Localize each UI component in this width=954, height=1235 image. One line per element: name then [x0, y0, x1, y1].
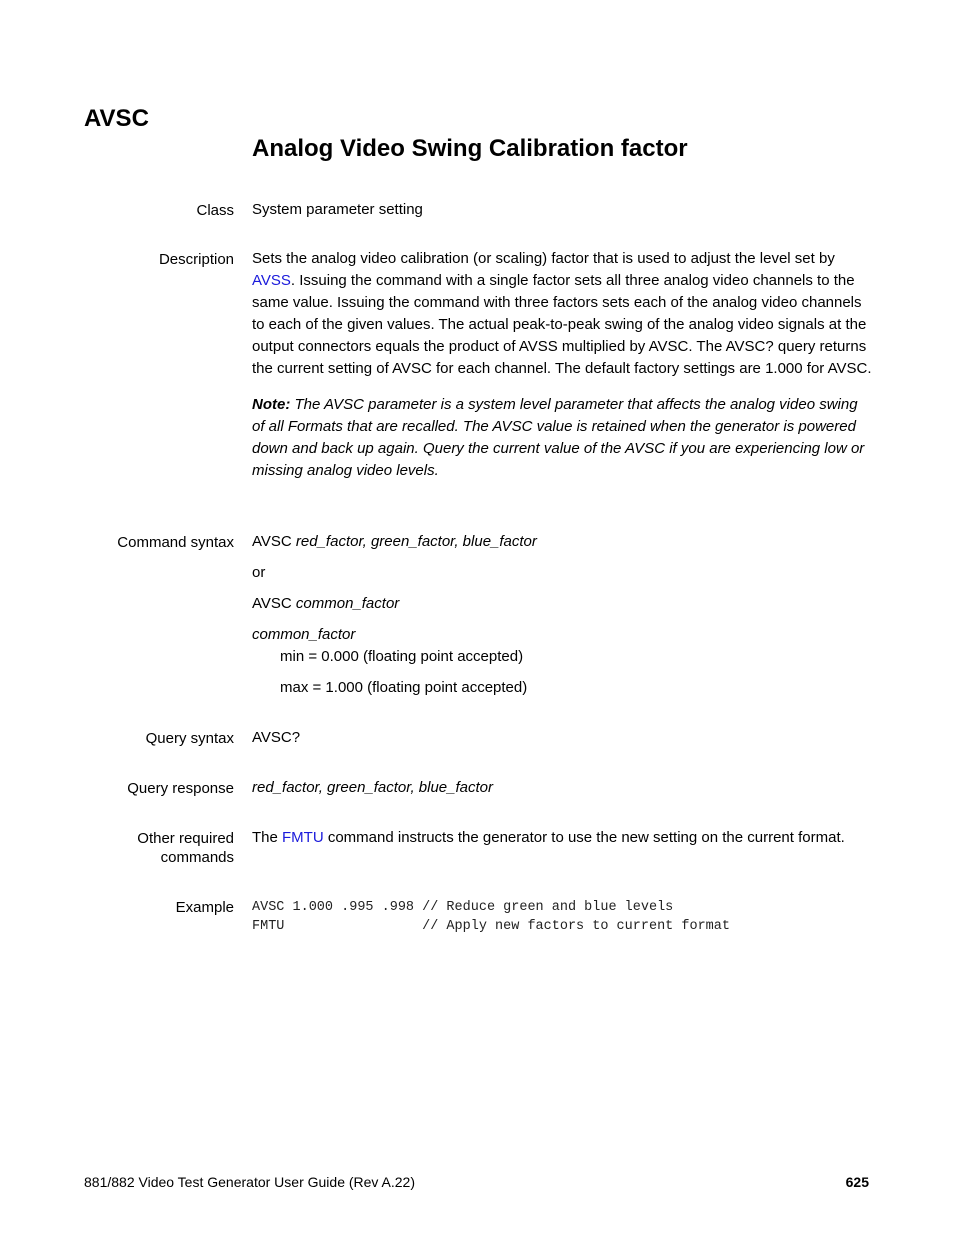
- note-label: Note:: [252, 396, 291, 413]
- avss-link[interactable]: AVSS: [252, 272, 291, 289]
- example-label: Example: [175, 899, 234, 916]
- command-syntax-label: Command syntax: [117, 534, 234, 551]
- param-name-text: common_factor: [252, 626, 356, 643]
- query-syntax-label: Query syntax: [145, 730, 234, 747]
- other-required-label-line2: commands: [160, 849, 234, 866]
- other-required-label-line1: Other required: [137, 830, 234, 847]
- syntax-params-2: common_factor: [295, 595, 400, 612]
- syntax-params-1: red_factor, green_factor, blue_factor: [295, 533, 537, 550]
- description-note: [252, 394, 872, 482]
- example-line-1: AVSC 1.000 .995 .998 // Reduce green and blue levels: [252, 900, 674, 915]
- fmtu-link[interactable]: FMTU: [282, 829, 324, 846]
- other-required-text-start: The: [252, 829, 283, 846]
- description-label: Description: [158, 251, 234, 268]
- class-value: System parameter setting: [252, 201, 423, 218]
- page-number: 625: [845, 1174, 869, 1190]
- class-label: Class: [196, 202, 234, 219]
- example-line-2: FMTU // Apply new factors to current format: [252, 919, 730, 934]
- syntax-common-factor: [252, 593, 872, 615]
- query-response-value: [252, 777, 872, 799]
- syntax-cmd-1: AVSC: [252, 533, 296, 550]
- query-response-label: Query response: [127, 780, 234, 797]
- query-syntax-value: AVSC?: [252, 729, 301, 746]
- description-text-start: Sets the analog video calibration (or scaling) factor that is used to adjust the level set by: [252, 250, 835, 267]
- description-text: [252, 248, 872, 380]
- other-required-text-end: command instructs the generator to use the new setting on the current format.: [323, 829, 845, 846]
- command-title: Analog Video Swing Calibration factor: [252, 135, 688, 162]
- syntax-cmd-2: AVSC: [252, 595, 296, 612]
- syntax-three-factors: [252, 531, 872, 553]
- command-name: AVSC: [84, 105, 149, 132]
- param-name: [252, 624, 872, 646]
- syntax-or: or: [252, 564, 266, 581]
- query-response-text: red_factor, green_factor, blue_factor: [252, 779, 493, 796]
- description-text-end: . Issuing the command with a single factor sets all three analog video channels to the same value. Issuing the command with three factors sets each of the analog video channels to each of the given values. The actual peak-to-peak swing of the analog video signals at the output connectors equals the product of AVSS multiplied by AVSC. The AVSC? query returns the current setting of AVSC for each channel. The default factory settings are 1.000 for AVSC.: [252, 272, 872, 377]
- other-required-text: [252, 827, 872, 849]
- other-required-label: [54, 829, 234, 867]
- note-text: The AVSC parameter is a system level parameter that affects the analog video swing of all Formats that are recalled. The AVSC value is retained when the generator is powered down and back up again. Query the current value of the AVSC if you are experiencing low or missing analog video levels.: [252, 396, 865, 479]
- footer-guide-title: 881/882 Video Test Generator User Guide (Rev A.22): [84, 1174, 416, 1190]
- param-min: min = 0.000 (floating point accepted): [280, 648, 524, 665]
- param-max: max = 1.000 (floating point accepted): [280, 679, 528, 696]
